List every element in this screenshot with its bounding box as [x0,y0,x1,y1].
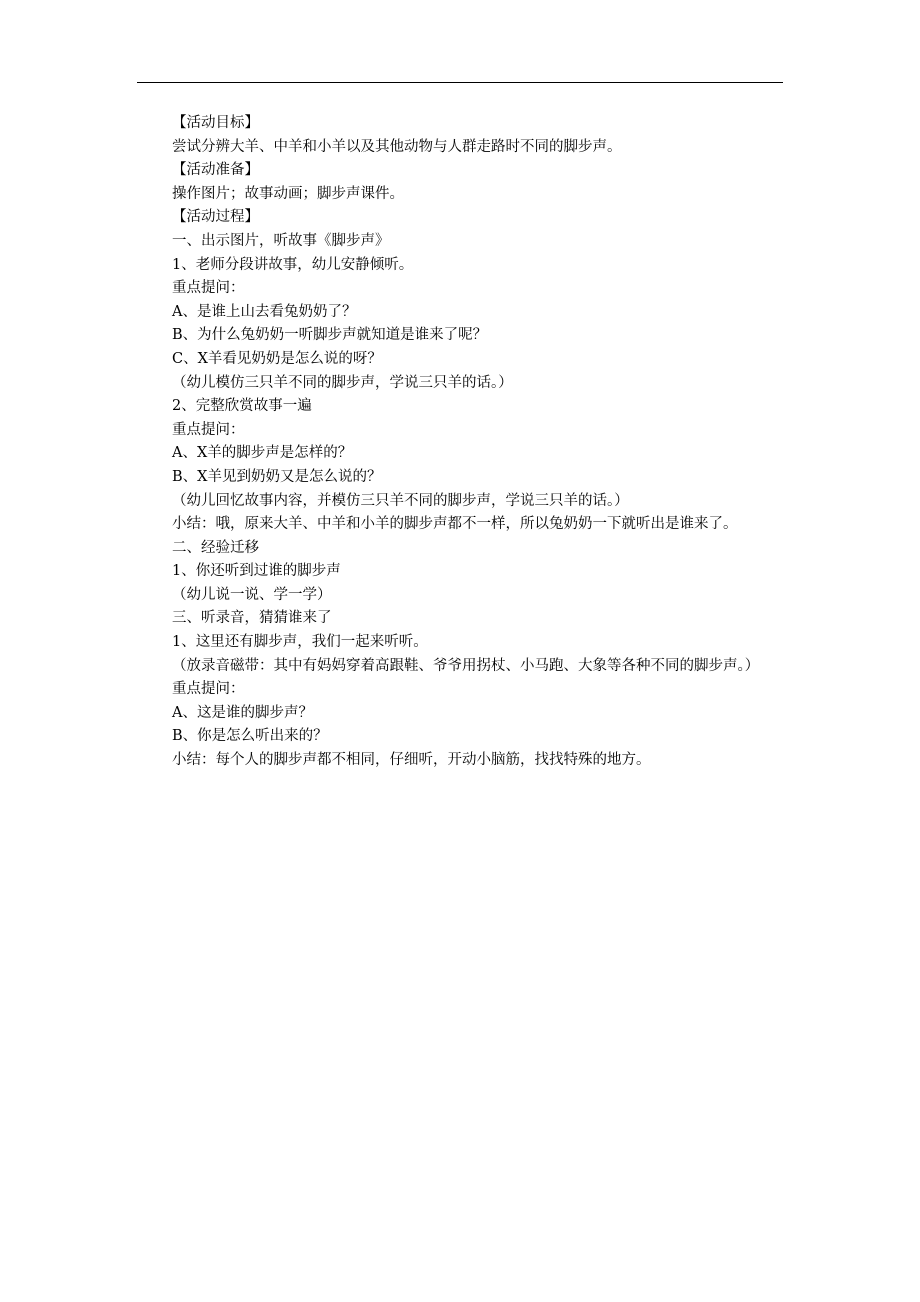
question-item: B、X羊见到奶奶又是怎么说的？ [172,468,382,485]
question-item: B、你是怎么听出来的？ [172,728,328,745]
header-rule [137,82,783,83]
key-questions-label: 重点提问： [172,421,245,438]
paragraph-line: （幼儿回忆故事内容，并模仿三只羊不同的脚步声，学说三只羊的话。） [172,492,629,509]
question-item: A、这是谁的脚步声？ [172,704,313,721]
key-questions-label: 重点提问： [172,280,245,297]
question-item: A、X羊的脚步声是怎样的？ [172,445,353,462]
step-heading: 一、出示图片，听故事《脚步声》 [172,232,390,249]
paragraph-line: 1、这里还有脚步声，我们一起来听听。 [172,634,428,651]
summary-line: 小结：哦，原来大羊、中羊和小羊的脚步声都不一样，所以兔奶奶一下就听出是谁来了。 [172,516,738,533]
paragraph-line: 尝试分辨大羊、中羊和小羊以及其他动物与人群走路时不同的脚步声。 [172,138,622,155]
section-heading-process: 【活动过程】 [172,209,259,226]
question-item: A、是谁上山去看兔奶奶了？ [172,303,357,320]
paragraph-line: （幼儿模仿三只羊不同的脚步声，学说三只羊的话。） [172,374,513,391]
question-item: C、X羊看见奶奶是怎么说的呀？ [172,350,382,367]
paragraph-line: 1、你还听到过谁的脚步声 [172,563,341,580]
paragraph-line: 2、完整欣赏故事一遍 [172,398,312,415]
section-heading-goals: 【活动目标】 [172,115,259,131]
step-heading: 三、听录音，猜猜谁来了 [172,610,332,627]
step-heading: 二、经验迁移 [172,539,259,556]
section-heading-preparation: 【活动准备】 [172,162,259,179]
paragraph-line: （幼儿说一说、学一学） [172,586,332,603]
key-questions-label: 重点提问： [172,681,245,698]
paragraph-line: 操作图片；故事动画；脚步声课件。 [172,185,404,202]
paragraph-line: 1、老师分段讲故事，幼儿安静倾听。 [172,256,414,273]
question-item: B、为什么兔奶奶一听脚步声就知道是谁来了呢？ [172,327,488,344]
paragraph-line: （放录音磁带：其中有妈妈穿着高跟鞋、爷爷用拐杖、小马跑、大象等各种不同的脚步声。） [172,657,760,674]
summary-line: 小结：每个人的脚步声都不相同，仔细听，开动小脑筋，找找特殊的地方。 [172,752,651,769]
document-body [137,112,789,773]
